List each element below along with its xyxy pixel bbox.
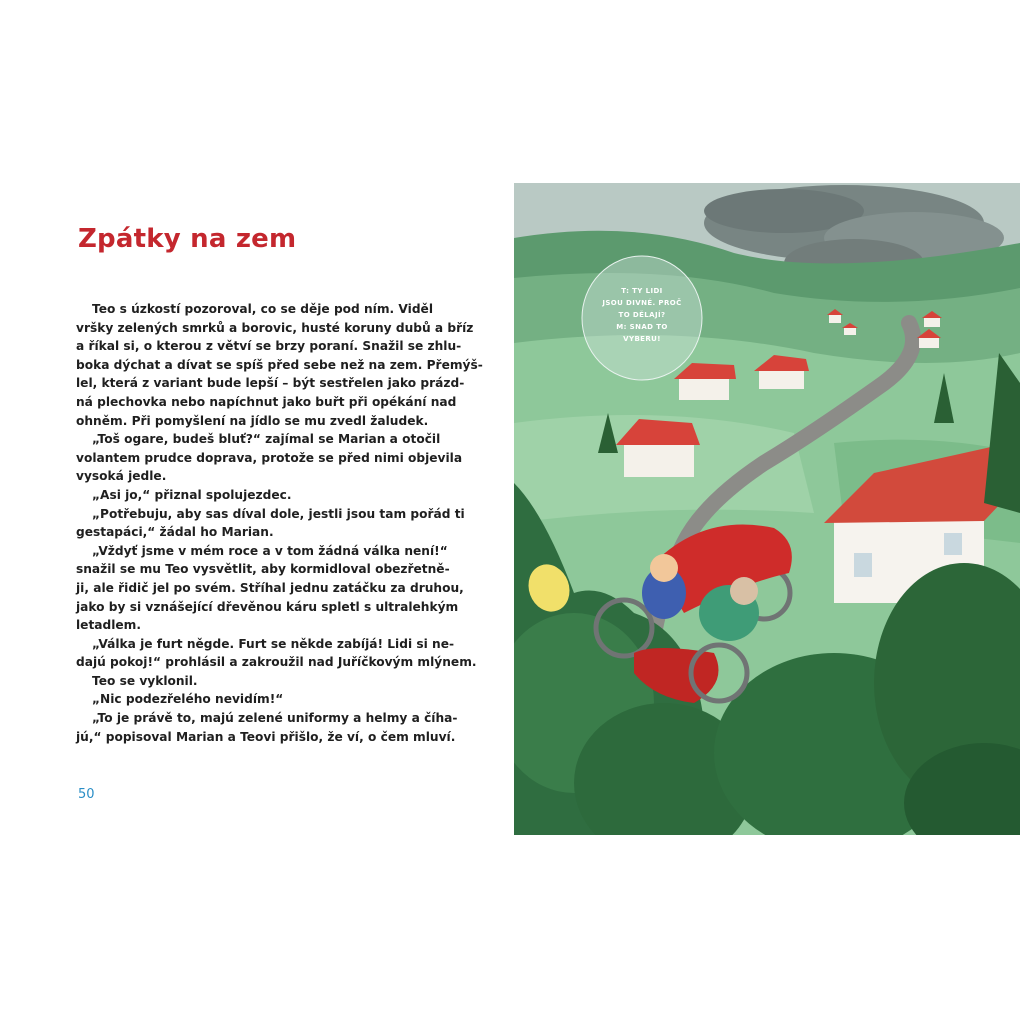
text-line: vršky zelených smrků a borovic, husté koruny dubů a bříz bbox=[76, 320, 474, 335]
text-line: „To je právě to, majú zelené uniformy a helmy a číha- bbox=[92, 711, 458, 726]
page-number: 50 bbox=[78, 787, 95, 802]
text-line: Teo se vyklonil. bbox=[92, 673, 198, 688]
text-line: ji, ale řidič jel po svém. Stříhal jednu zatáčku za druhou, bbox=[76, 580, 464, 595]
text-line: Teo s úzkostí pozoroval, co se děje pod ním. Viděl bbox=[92, 302, 433, 316]
text-line: „Asi jo,“ přiznal spolujezdec. bbox=[92, 487, 292, 502]
speech-bubble-line: TO DĚLAJÍ? bbox=[618, 311, 666, 319]
text-line: „Toš ogare, budeš bluť?“ zajímal se Marian a otočil bbox=[92, 432, 441, 447]
speech-bubble-line: JSOU DIVNÉ. PROČ bbox=[602, 299, 682, 307]
speech-bubble-line: M: SNAD TO bbox=[616, 323, 668, 331]
speech-bubble-line: T: TY LIDI bbox=[621, 287, 663, 295]
text-line: snažil se mu Teo vysvětlit, aby kormidloval obezřetně- bbox=[76, 562, 450, 577]
text-line: jú,“ popisoval Marian a Teovi přišlo, že ví, o čem mluví. bbox=[76, 729, 456, 744]
chapter-title: Zpátky na zem bbox=[78, 224, 297, 254]
text-line: gestapáci,“ žádal ho Marian. bbox=[76, 525, 274, 540]
text-line: „Potřebuju, aby sas díval dole, jestli jsou tam pořád ti bbox=[92, 506, 465, 521]
text-line: „Nic podezřelého nevidím!“ bbox=[92, 692, 284, 707]
text-line: ohněm. Při pomyšlení na jídlo se mu zvedl žaludek. bbox=[76, 413, 429, 428]
text-line: „Válka je furt něgde. Furt se někde zabíjá! Lidi si ne- bbox=[92, 636, 455, 651]
text-line: lel, která z variant bude lepší – být sestřelen jako prázd- bbox=[76, 376, 465, 391]
illustration bbox=[514, 183, 1020, 835]
text-line: volantem prudce doprava, protože se před nimi objevila bbox=[76, 450, 463, 465]
body-text bbox=[76, 300, 483, 746]
text-line: vysoká jedle. bbox=[76, 469, 167, 484]
text-line: boka dýchat a dívat se spíš před sebe než na zem. Přemýš- bbox=[76, 357, 483, 372]
text-line: dajú pokoj!“ prohlásil a zakroužil nad Juříčkovým mlýnem. bbox=[76, 655, 477, 670]
text-line: „Vždyť jsme v mém roce a v tom žádná válka není!“ bbox=[92, 543, 448, 558]
text-line: ná plechovka nebo napíchnut jako buřt při opékání nad bbox=[76, 394, 457, 409]
speech-bubble-line: VYBERU! bbox=[623, 335, 661, 343]
text-line: letadlem. bbox=[76, 618, 141, 633]
speech-bubble-text bbox=[594, 285, 690, 345]
text-line: jako by si vznášející dřevěnou káru spletl s ultralehkým bbox=[76, 599, 459, 614]
text-line: a říkal si, o kterou z větví se brzy poraní. Snažil se zhlu- bbox=[76, 339, 462, 354]
